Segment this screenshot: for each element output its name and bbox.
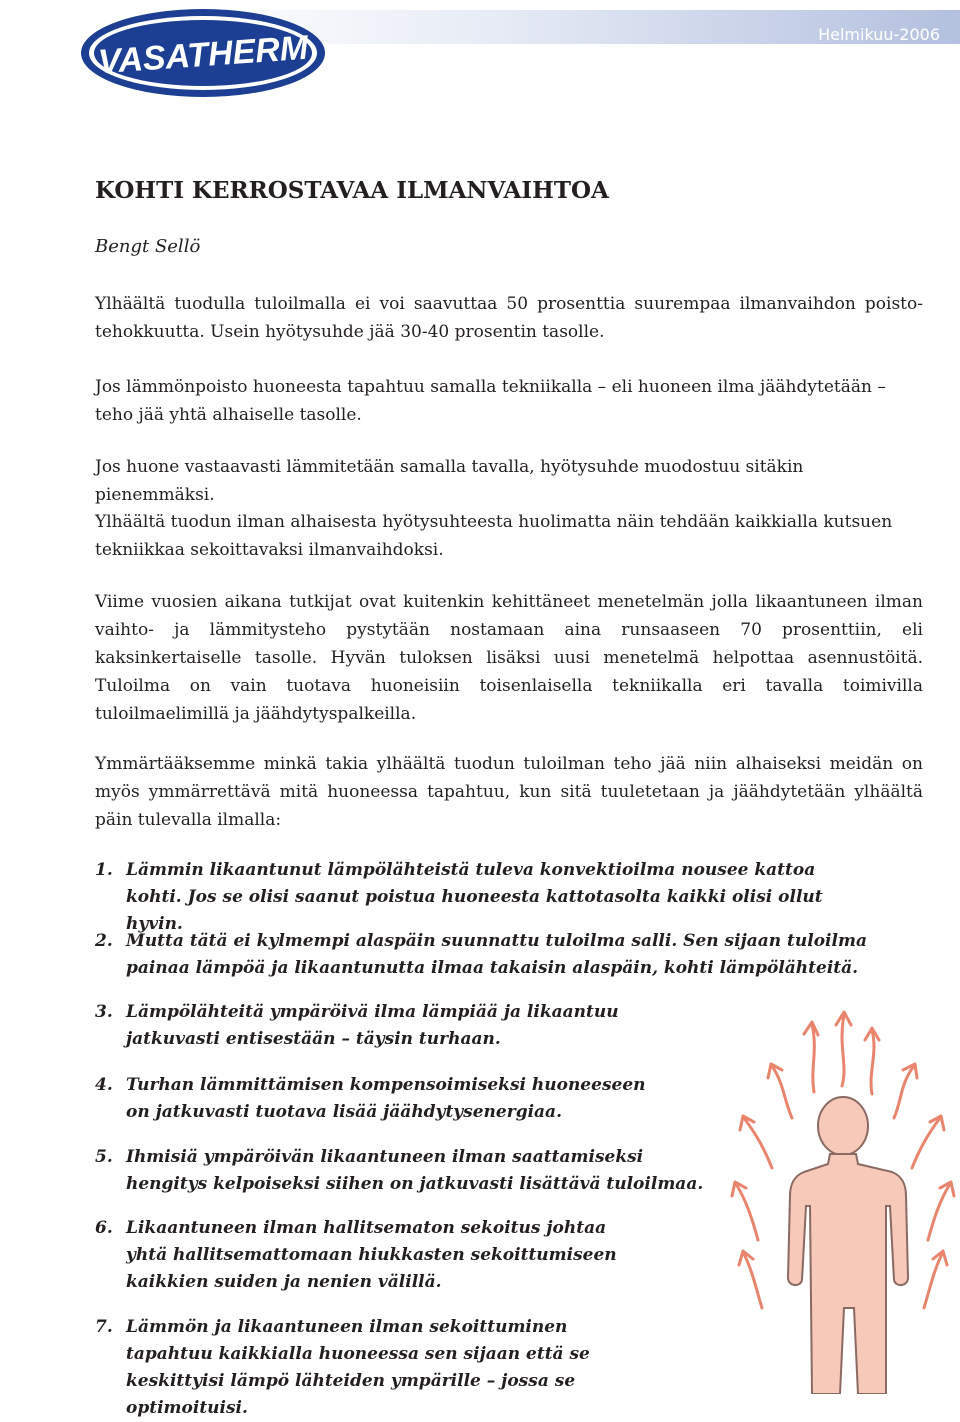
person-head <box>818 1097 868 1155</box>
heat-arrow <box>912 1116 944 1168</box>
list-text: Turhan lämmittämisen kompensoimiseksi huoneeseen on jatkuvasti tuotava lisää jäähdytysenergiaa. <box>126 1075 646 1122</box>
heat-arrow <box>768 1064 792 1118</box>
list-text: Lämmin likaantunut lämpölähteistä tuleva konvektioilma nousee kattoa kohti. Jos se olisi saanut poistua huoneesta kattotasolta kaikki olisi ollut hyvin. <box>126 860 823 934</box>
paragraph-6: Ymmärtääksemme minkä takia ylhäältä tuodun tuloilman teho jää niin alhaiseksi meidän on myös ymmärrettävä mitä huoneessa tapahtuu, kun sitä tuuletetaan ja jäähdytetään ylhäältä päin tulevalla ilmalla: <box>95 754 923 830</box>
list-item <box>95 999 695 1053</box>
list-text: Lämmön ja likaantuneen ilman sekoittuminen tapahtuu kaikkialla huoneessa sen sijaan että se keskittyisi lämpö lähteiden ympärille – jossa se optimoituisi. <box>126 1317 590 1418</box>
heat-arrow <box>804 1022 818 1092</box>
list-number: 1. <box>95 860 113 880</box>
heat-arrow <box>894 1064 917 1118</box>
list-text: Ihmisiä ympäröivän likaantuneen ilman saattamiseksi hengitys kelpoiseksi siihen on jatkuvasti lisättävä tuloilmaa. <box>126 1147 704 1194</box>
vasatherm-logo <box>78 6 328 100</box>
list-number: 2. <box>95 931 113 951</box>
list-number: 6. <box>95 1218 113 1238</box>
heat-arrow <box>928 1182 954 1240</box>
paragraph-5: Viime vuosien aikana tutkijat ovat kuitenkin kehittäneet menetelmän jolla likaantuneen ilman vaihto- ja lämmitysteho pystytään nostamaan aina runsaaseen 70 prosenttiin, eli kaksinkertaiselle tasolle. Hyvän tuloksen lisäksi uusi menetelmä helpottaa asennustöitä. Tuloilma on vain tuotava huoneisiin toisenlaisella tekniikalla eri tavalla toimivilla tuloilmaelimillä ja jäähdytyspalkeilla. <box>95 592 923 724</box>
heat-arrow <box>865 1028 879 1094</box>
heat-arrow <box>740 1116 772 1168</box>
list-number: 4. <box>95 1075 113 1095</box>
heat-arrow <box>739 1251 762 1308</box>
list-item <box>95 1072 655 1126</box>
logo-text: VASATHERM <box>96 28 310 82</box>
list-item <box>95 1144 707 1198</box>
paragraph-2: Jos lämmönpoisto huoneesta tapahtuu samalla tekniikalla – eli huoneen ilma jäähdytetään – teho jää yhtä alhaiselle tasolle. <box>95 377 886 425</box>
list-item <box>95 1314 655 1422</box>
list-number: 7. <box>95 1317 113 1337</box>
logo-graphic <box>78 6 328 100</box>
list-item <box>95 857 855 938</box>
paragraph-4: Ylhäältä tuodun ilman alhaisesta hyötysuhteesta huolimatta näin tehdään kaikkialla kutsuen tekniikkaa sekoittavaksi ilmanvaihdoksi. <box>95 512 893 560</box>
list-number: 3. <box>95 1002 113 1022</box>
paragraph-3: Jos huone vastaavasti lämmitetään samalla tavalla, hyötysuhde muodostuu sitäkin pienemmäksi. <box>95 457 804 505</box>
list-text: Mutta tätä ei kylmempi alaspäin suunnattu tuloilma salli. Sen sijaan tuloilma painaa lämpöä ja likaantunutta ilmaa takaisin alaspäin, kohti lämpölähteitä. <box>126 931 867 978</box>
heat-arrow <box>924 1251 947 1308</box>
heat-arrow <box>836 1012 851 1086</box>
article-title: KOHTI KERROSTAVAA ILMANVAIHTOA <box>95 177 609 204</box>
issue-date: Helmikuu-2006 <box>818 25 940 44</box>
heat-arrow <box>732 1182 758 1240</box>
list-number: 5. <box>95 1147 113 1167</box>
list-item <box>95 928 875 982</box>
list-text: Lämpölähteitä ympäröivä ilma lämpiää ja likaantuu jatkuvasti entisestään – täysin turhaan. <box>126 1002 619 1049</box>
person-body <box>788 1154 908 1394</box>
article-author: Bengt Sellö <box>95 236 201 257</box>
list-text: Likaantuneen ilman hallitsematon sekoitus johtaa yhtä hallitsemattomaan hiukkasten sekoittumiseen kaikkien suiden ja nenien välillä. <box>126 1218 617 1292</box>
person-illustration <box>722 1008 960 1394</box>
paragraph-1: Ylhäältä tuodulla tuloilmalla ei voi saavuttaa 50 prosenttia suurempaa ilmanvaihdon poistotehokkuutta. Usein hyötysuhde jää 30-40 prosentin tasolle. <box>95 294 923 342</box>
person-heat-illustration <box>722 1008 960 1394</box>
list-item <box>95 1215 635 1296</box>
person <box>788 1097 908 1394</box>
